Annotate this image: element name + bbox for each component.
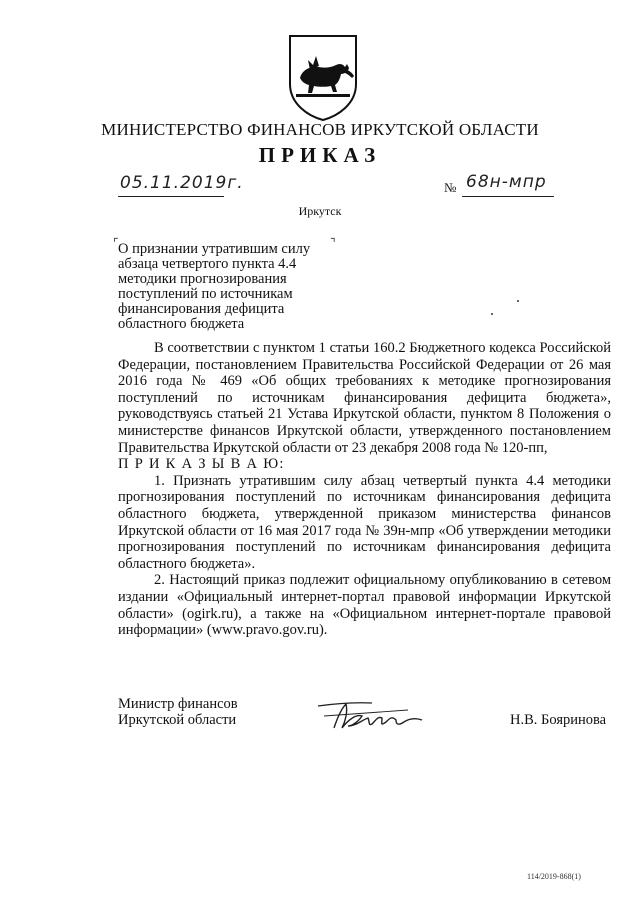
order-item-2: 2. Настоящий приказ подлежит официальному опубликованию в сетевом издании «Официальный интернет-портал правовой информации Иркутской области» (ogirk.ru), а также на «Официальном интернет-портале правовой информации» (www.pravo.gov.ru). <box>118 572 611 639</box>
order-number-handwritten: 68н-мпр <box>466 172 547 192</box>
date-underline <box>118 196 224 197</box>
title-line: поступлений по источникам <box>118 286 293 302</box>
document-type: ПРИКАЗ <box>258 143 382 167</box>
order-date-handwritten: 05.11.2019г. <box>120 173 244 193</box>
title-bracket-left: ⌜ <box>113 236 119 250</box>
order-item-1: 1. Признать утратившим силу абзац четвертый пункта 4.4 методики прогнозирования поступлений по источникам финансирования дефицита областного бюджета, утвержденной приказом министерства финансов Иркутской области от 16 мая 2017 года № 39н-мпр «Об утверждении методики прогнозирования поступлений по источникам финансирования дефицита областного бюджета». <box>118 472 611 572</box>
order-body <box>118 340 611 639</box>
signer-position-line: Иркутской области <box>118 712 237 728</box>
number-underline <box>462 196 554 197</box>
signer-name: Н.В. Бояринова <box>510 712 607 728</box>
city-name: Иркутск <box>298 204 342 218</box>
title-line: О признании утратившим силу <box>118 241 311 257</box>
scan-speck <box>517 300 519 302</box>
scan-speck <box>491 313 493 315</box>
number-sign: № <box>444 180 457 195</box>
coat-of-arms-emblem <box>286 32 360 122</box>
handwritten-signature <box>312 692 438 736</box>
signer-position-line: Министр финансов <box>118 696 238 712</box>
order-title <box>118 242 331 332</box>
document-code: 114/2019-868(1) <box>527 872 581 881</box>
preamble-paragraph: В соответствии с пунктом 1 статьи 160.2 Бюджетного кодекса Российской Федерации, постановлением Правительства Российской Федерации от 26 мая 2016 года № 469 «Об общих требованиях к методике прогнозирования поступлений по источникам финансирования дефицита бюджета», руководствуясь статьей 21 Устава Иркутской области, пунктом 8 Положения о министерстве финансов Иркутской области, утвержденного постановлением Правительства Иркутской области от 23 декабря 2008 года № 120-пп, <box>118 340 611 456</box>
title-line: абзаца четвертого пункта 4.4 <box>118 256 297 272</box>
title-bracket-right: ⌝ <box>330 236 336 250</box>
ministry-name: МИНИСТЕРСТВО ФИНАНСОВ ИРКУТСКОЙ ОБЛАСТИ <box>101 120 539 139</box>
title-line: областного бюджета <box>118 316 245 332</box>
title-line: финансирования дефицита <box>118 301 285 317</box>
signer-position <box>118 696 238 728</box>
title-line: методики прогнозирования <box>118 271 287 287</box>
order-word: П Р И К А З Ы В А Ю: <box>118 456 285 473</box>
